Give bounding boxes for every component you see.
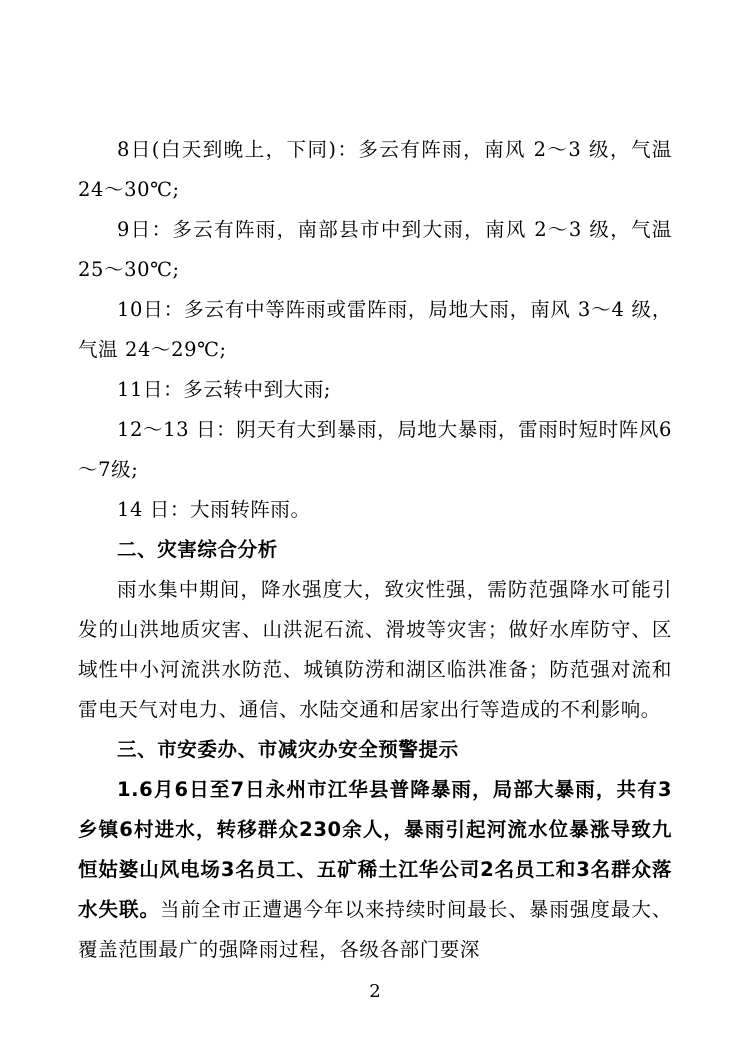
paragraph-weather-day12-13: 12～13 日：阴天有大到暴雨，局地大暴雨，雷雨时短时阵风6～7级; xyxy=(78,418,672,481)
paragraph-safety-warning-rest: 当前全市正遭遇今年以来持续时间最长、暴雨强度最大、覆盖范围最广的强降雨过程，各级各部门要深 xyxy=(78,898,672,961)
paragraph-safety-warning-emphasis: 1.6月6日至7日永州市江华县普降暴雨，局部大暴雨，共有3乡镇6村进水，转移群众230余人，暴雨引起河流水位暴涨导致九恒姑婆山风电场3名员工、五矿稀土江华公司2名员工和3名群众落水失联。 xyxy=(78,778,672,921)
page-number: 2 xyxy=(369,981,381,1002)
paragraph-disaster-analysis: 雨水集中期间，降水强度大，致灾性强，需防范强降水可能引发的山洪地质灾害、山洪泥石流、滑坡等灾害；做好水库防守、区域性中小河流洪水防范、城镇防涝和湖区临洪准备；防范强对流和雷电天气对电力、通信、水陆交通和居家出行等造成的不利影响。 xyxy=(78,578,672,721)
section-heading-two: 二、灾害综合分析 xyxy=(117,538,278,561)
paragraph-weather-day11: 11日：多云转中到大雨; xyxy=(117,378,332,401)
document-body xyxy=(78,130,672,970)
section-heading-three: 三、市安委办、市减灾办安全预警提示 xyxy=(117,738,459,761)
paragraph-weather-day9: 9日：多云有阵雨，南部县市中到大雨，南风 2～3 级，气温 25～30℃; xyxy=(78,218,672,281)
paragraph-weather-day14: 14 日：大雨转阵雨。 xyxy=(117,498,311,521)
paragraph-weather-day10: 10日：多云有中等阵雨或雷阵雨，局地大雨，南风 3～4 级，气温 24～29℃; xyxy=(78,298,672,361)
paragraph-safety-warning xyxy=(78,770,672,970)
paragraph-weather-day8: 8日(白天到晚上，下同)：多云有阵雨，南风 2～3 级，气温 24～30℃; xyxy=(78,138,672,201)
